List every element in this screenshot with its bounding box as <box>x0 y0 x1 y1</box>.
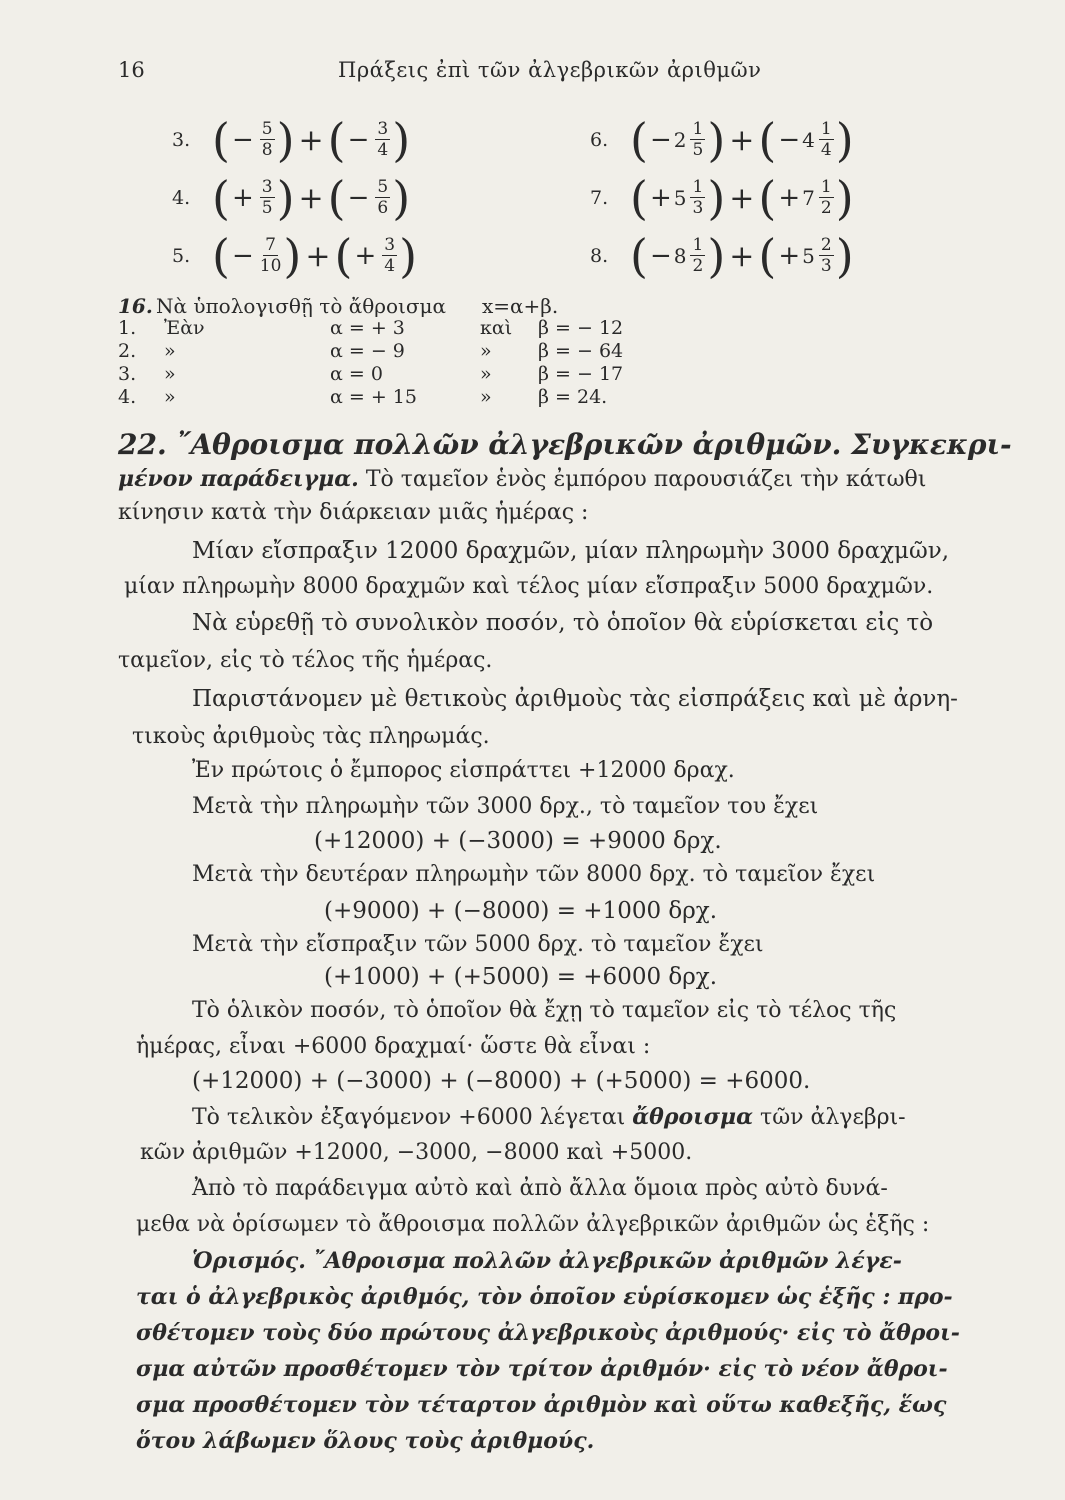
row-lead: » <box>164 363 176 385</box>
problem-formula: x=α+β. <box>482 294 559 318</box>
text-line: Μίαν εἴσπραξιν 12000 δραχμῶν, μίαν πληρωμὴν 3000 δραχμῶν, <box>192 538 950 564</box>
alpha-value: α = + 15 <box>330 386 417 408</box>
text-line: Ἀπὸ τὸ παράδειγμα αὐτὸ καὶ ἀπὸ ἄλλα ὅμοια πρὸς αὐτὸ δυνά- <box>192 1176 888 1201</box>
text-line: μεθα νὰ ὁρίσωμεν τὸ ἄθροισμα πολλῶν ἀλγεβρικῶν ἀριθμῶν ὡς ἑξῆς : <box>136 1212 930 1237</box>
beta-value: β = − 64 <box>538 340 624 362</box>
exercise-list <box>172 112 952 292</box>
beta-value: β = − 17 <box>538 363 624 385</box>
paren-open: ( <box>758 113 777 167</box>
row-lead: » <box>164 386 176 408</box>
exercise-item <box>590 228 854 284</box>
paren-open: ( <box>758 171 777 225</box>
fraction <box>690 237 705 275</box>
denominator: 8 <box>261 140 273 160</box>
paren-close: ) <box>276 171 295 225</box>
fraction <box>690 121 705 159</box>
term-sign: − <box>347 125 370 155</box>
row-number: 4. <box>118 386 137 408</box>
text-line <box>192 1104 906 1130</box>
denominator: 2 <box>692 256 704 276</box>
fraction <box>260 237 282 275</box>
emphasized-term: ἄθροισμα <box>632 1104 754 1130</box>
exercise-number: 4. <box>172 187 191 209</box>
denominator: 4 <box>384 256 396 276</box>
fraction <box>690 179 705 217</box>
text-line: ἡμέρας, εἶναι +6000 δραχμαί· ὥστε θὰ εἶναι : <box>136 1034 651 1059</box>
term-sign: − <box>778 125 801 155</box>
beta-value: β = − 12 <box>538 317 624 339</box>
denominator: 2 <box>820 198 832 218</box>
term-whole: 5 <box>673 186 687 210</box>
equation: (+12000) + (−3000) + (−8000) + (+5000) = +6000. <box>192 1068 811 1094</box>
paren-open: ( <box>630 229 648 283</box>
numerator: 1 <box>820 177 832 197</box>
paren-close: ) <box>707 113 726 167</box>
row-number: 3. <box>118 363 137 385</box>
exercise-number: 3. <box>172 129 191 151</box>
page-number: 16 <box>118 58 145 82</box>
fraction <box>375 179 390 217</box>
text-line <box>118 466 926 492</box>
problem-16 <box>118 294 678 409</box>
problem-number: 16. <box>118 294 153 318</box>
text-line: Νὰ εὑρεθῇ τὸ συνολικὸν ποσόν, τὸ ὁποῖον θὰ εὑρίσκεται εἰς τὸ <box>192 610 934 636</box>
denominator: 10 <box>259 256 282 276</box>
denominator: 3 <box>820 256 832 276</box>
term-sign: + <box>649 183 672 213</box>
paren-close: ) <box>835 113 854 167</box>
text-line: κῶν ἀριθμῶν +12000, −3000, −8000 καὶ +5000. <box>140 1140 693 1165</box>
equation: (+9000) + (−8000) = +1000 δρχ. <box>324 898 718 924</box>
term-sign: − <box>231 125 254 155</box>
problem-16-row <box>118 363 678 386</box>
exercise-item <box>590 170 854 226</box>
fraction <box>382 237 397 275</box>
text-span: Τὸ τελικὸν ἐξαγόμενον +6000 λέγεται <box>192 1105 633 1130</box>
fraction <box>819 179 834 217</box>
problem-16-row <box>118 317 678 340</box>
term-sign: − <box>347 183 370 213</box>
text-line: ταμεῖον, εἰς τὸ τέλος τῆς ἡμέρας. <box>118 648 493 673</box>
term-sign: − <box>649 241 672 271</box>
exercise-number: 5. <box>172 245 191 267</box>
row-conj: » <box>480 363 492 385</box>
alpha-value: α = 0 <box>330 363 383 385</box>
numerator: 5 <box>377 177 389 197</box>
denominator: 5 <box>692 140 704 160</box>
paren-open: ( <box>334 229 353 283</box>
plus-operator: + <box>298 180 324 216</box>
denominator: 5 <box>261 198 273 218</box>
fraction <box>375 121 390 159</box>
plus-operator: + <box>729 180 755 216</box>
numerator: 3 <box>377 119 389 139</box>
paren-open: ( <box>630 171 648 225</box>
beta-value: β = 24. <box>538 386 608 408</box>
plus-operator: + <box>729 238 755 274</box>
row-conj: » <box>480 340 492 362</box>
definition-line: σθέτομεν τοὺς δύο πρώτους ἀλγεβρικοὺς ἀριθμούς· εἰς τὸ ἄθροι- <box>136 1320 960 1346</box>
numerator: 1 <box>820 119 832 139</box>
definition-line: ὅτου λάβωμεν ὅλους τοὺς ἀριθμούς. <box>136 1428 595 1454</box>
term-sign: + <box>231 183 254 213</box>
paren-open: ( <box>758 229 777 283</box>
problem-text: Νὰ ὑπολογισθῇ τὸ ἄθροισμα <box>156 294 447 318</box>
plus-operator: + <box>298 122 324 158</box>
paren-open: ( <box>327 113 346 167</box>
section-title-line-1 <box>118 428 1012 461</box>
term-sign: − <box>231 241 254 271</box>
denominator: 6 <box>377 198 389 218</box>
exercise-item <box>172 170 410 226</box>
paren-open: ( <box>327 171 346 225</box>
paren-open: ( <box>212 229 230 283</box>
row-number: 2. <box>118 340 137 362</box>
paren-close: ) <box>392 113 411 167</box>
alpha-value: α = + 3 <box>330 317 405 339</box>
paren-open: ( <box>212 113 230 167</box>
definition-line: ται ὁ ἀλγεβρικὸς ἀριθμός, τὸν ὁποῖον εὑρίσκομεν ὡς ἑξῆς : προ- <box>136 1284 953 1310</box>
definition-line: Ὁρισμός. ῎Αθροισμα πολλῶν ἀλγεβρικῶν ἀριθμῶν λέγε- <box>192 1248 902 1274</box>
row-lead: Ἐὰν <box>164 317 205 339</box>
plus-operator: + <box>305 238 331 274</box>
row-conj: καὶ <box>480 317 513 339</box>
problem-16-statement <box>118 294 678 317</box>
section-title: 22. ῎Αθροισμα πολλῶν ἀλγεβρικῶν ἀριθμῶν. Συγκεκρι- <box>118 428 1012 461</box>
term-whole: 4 <box>802 128 815 152</box>
section-subtitle: μένον παράδειγμα. <box>118 466 359 492</box>
exercise-number: 6. <box>590 129 609 151</box>
term-sign: − <box>649 125 672 155</box>
term-whole: 5 <box>802 244 815 268</box>
fraction <box>819 121 834 159</box>
paren-close: ) <box>707 229 726 283</box>
term-sign: + <box>354 241 377 271</box>
text-line: Μετὰ τὴν εἴσπραξιν τῶν 5000 δρχ. τὸ ταμεῖον ἔχει <box>192 932 764 957</box>
term-whole: 7 <box>802 186 815 210</box>
running-title: Πράξεις ἐπὶ τῶν ἀλγεβρικῶν ἀριθμῶν <box>338 58 762 82</box>
definition-line: σμα προσθέτομεν τὸν τέταρτον ἀριθμὸν καὶ οὕτω καθεξῆς, ἕως <box>136 1392 947 1418</box>
row-conj: » <box>480 386 492 408</box>
text-line: Παριστάνομεν μὲ θετικοὺς ἀριθμοὺς τὰς εἰσπράξεις καὶ μὲ ἀρνη- <box>192 686 958 712</box>
denominator: 4 <box>820 140 832 160</box>
alpha-value: α = − 9 <box>330 340 405 362</box>
text-line: κίνησιν κατὰ τὴν διάρκειαν μιᾶς ἡμέρας : <box>118 500 589 525</box>
term-whole: 2 <box>673 128 687 152</box>
text-span: τῶν ἀλγεβρι- <box>753 1105 906 1130</box>
exercise-number: 8. <box>590 245 609 267</box>
row-number: 1. <box>118 317 137 339</box>
problem-16-row <box>118 386 678 409</box>
paren-close: ) <box>707 171 726 225</box>
plus-operator: + <box>729 122 755 158</box>
fraction <box>819 237 834 275</box>
paren-open: ( <box>212 171 230 225</box>
fraction <box>260 121 275 159</box>
numerator: 1 <box>692 235 704 255</box>
problem-16-row <box>118 340 678 363</box>
fraction <box>260 179 275 217</box>
equation: (+1000) + (+5000) = +6000 δρχ. <box>324 964 718 990</box>
row-lead: » <box>164 340 176 362</box>
paren-close: ) <box>399 229 418 283</box>
text-line: Τὸ ὁλικὸν ποσόν, τὸ ὁποῖον θὰ ἔχῃ τὸ ταμεῖον εἰς τὸ τέλος τῆς <box>192 998 897 1023</box>
text-line: Μετὰ τὴν πληρωμὴν τῶν 3000 δρχ., τὸ ταμεῖον του ἔχει <box>192 794 819 819</box>
term-whole: 8 <box>673 244 687 268</box>
text-span: Τὸ ταμεῖον ἑνὸς ἐμπόρου παρουσιάζει τὴν κάτωθι <box>358 467 927 492</box>
text-line: Ἐν πρώτοις ὁ ἔμπορος εἰσπράττει +12000 δραχ. <box>192 758 735 783</box>
paren-close: ) <box>835 229 854 283</box>
paren-open: ( <box>630 113 648 167</box>
numerator: 7 <box>265 235 276 255</box>
term-sign: + <box>778 183 801 213</box>
text-line: Μετὰ τὴν δευτέραν πληρωμὴν τῶν 8000 δρχ. τὸ ταμεῖον ἔχει <box>192 862 876 887</box>
exercise-item <box>590 112 854 168</box>
exercise-item <box>172 228 417 284</box>
numerator: 3 <box>261 177 273 197</box>
term-sign: + <box>778 241 801 271</box>
numerator: 1 <box>692 177 704 197</box>
denominator: 3 <box>692 198 704 218</box>
denominator: 4 <box>377 140 389 160</box>
paren-close: ) <box>283 229 302 283</box>
paren-close: ) <box>835 171 854 225</box>
numerator: 3 <box>384 235 396 255</box>
numerator: 1 <box>692 119 704 139</box>
text-line: μίαν πληρωμὴν 8000 δραχμῶν καὶ τέλος μίαν εἴσπραξιν 5000 δραχμῶν. <box>124 574 934 599</box>
exercise-number: 7. <box>590 187 609 209</box>
definition-line: σμα αὐτῶν προσθέτομεν τὸν τρίτον ἀριθμόν· εἰς τὸ νέον ἄθροι- <box>136 1356 948 1382</box>
exercise-item <box>172 112 410 168</box>
paren-close: ) <box>392 171 411 225</box>
equation: (+12000) + (−3000) = +9000 δρχ. <box>314 828 722 854</box>
paren-close: ) <box>276 113 295 167</box>
text-line: τικοὺς ἀριθμοὺς τὰς πληρωμάς. <box>132 724 490 749</box>
numerator: 2 <box>820 235 832 255</box>
numerator: 5 <box>261 119 273 139</box>
